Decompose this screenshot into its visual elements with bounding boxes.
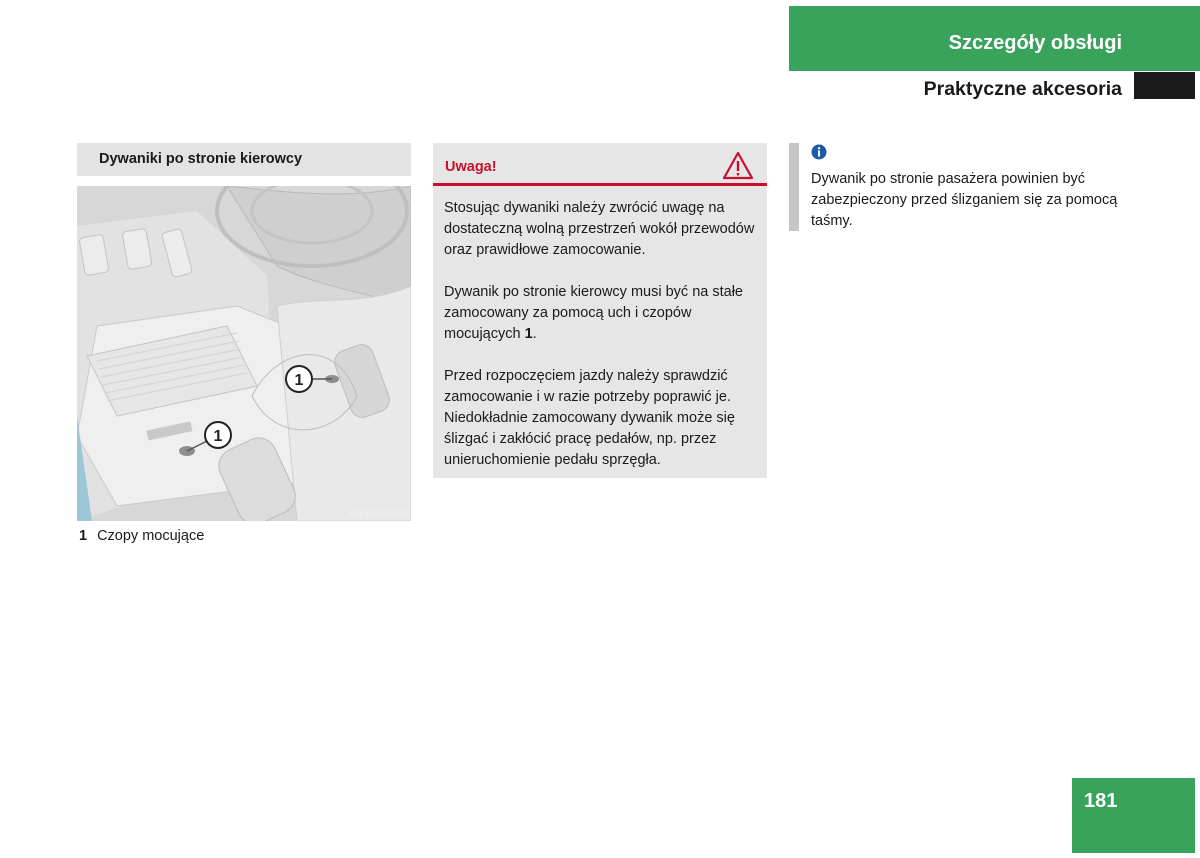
floor-mat-illustration [77,186,411,521]
figure-code: P68.60-2153-31 [349,509,407,518]
callout-1-a: 1 [213,428,223,445]
warning-paragraph-3: Przed rozpoczęciem jazdy należy sprawdzić zamocowanie i w razie potrzeby poprawić je. Niedokładnie zamocowany dywanik może się ślizgać i zakłócić pracę pedałów, np. przez unieruchomienie pedału sprzęgła. [444,368,735,468]
warning-body [444,198,762,492]
figure-caption [79,528,204,544]
info-bar [789,143,799,231]
warning-title: Uwaga! [445,159,497,175]
warning-paragraph-2-text: Dywanik po stronie kierowcy musi być na stałe zamocowany za pomocą uch i czopów mocujących [444,284,743,342]
mats-heading-text: Dywaniki po stronie kierowcy [99,151,303,167]
mats-heading [77,143,411,176]
callout-1-b: 1 [294,372,304,389]
chapter-header [789,6,1200,71]
chapter-title: Szczegóły obsługi [948,32,1122,54]
caption-text: Czopy mocujące [97,528,205,544]
warning-triangle-icon [722,151,754,180]
section-title: Praktyczne akcesoria [923,78,1122,100]
warning-ref-1: 1 [524,326,533,342]
caption-number: 1 [79,528,88,544]
page-number [1072,778,1195,853]
car-floor-drawing [77,186,411,521]
info-icon [811,144,827,160]
warning-paragraph-1: Stosując dywaniki należy zwrócić uwagę na dostateczną wolną przestrzeń wokół przewodów oraz prawidłowe zamocowanie. [444,200,755,258]
warning-paragraph-2 [444,282,762,345]
warning-box [433,143,767,478]
warning-paragraph-2-end: . [532,326,537,342]
section-marker [1134,72,1195,99]
warning-header [433,143,767,186]
page-number-text: 181 [1084,790,1118,812]
info-text: Dywanik po stronie pasażera powinien być zabezpieczony przed ślizganiem się za pomocą taśmy. [811,171,1118,229]
